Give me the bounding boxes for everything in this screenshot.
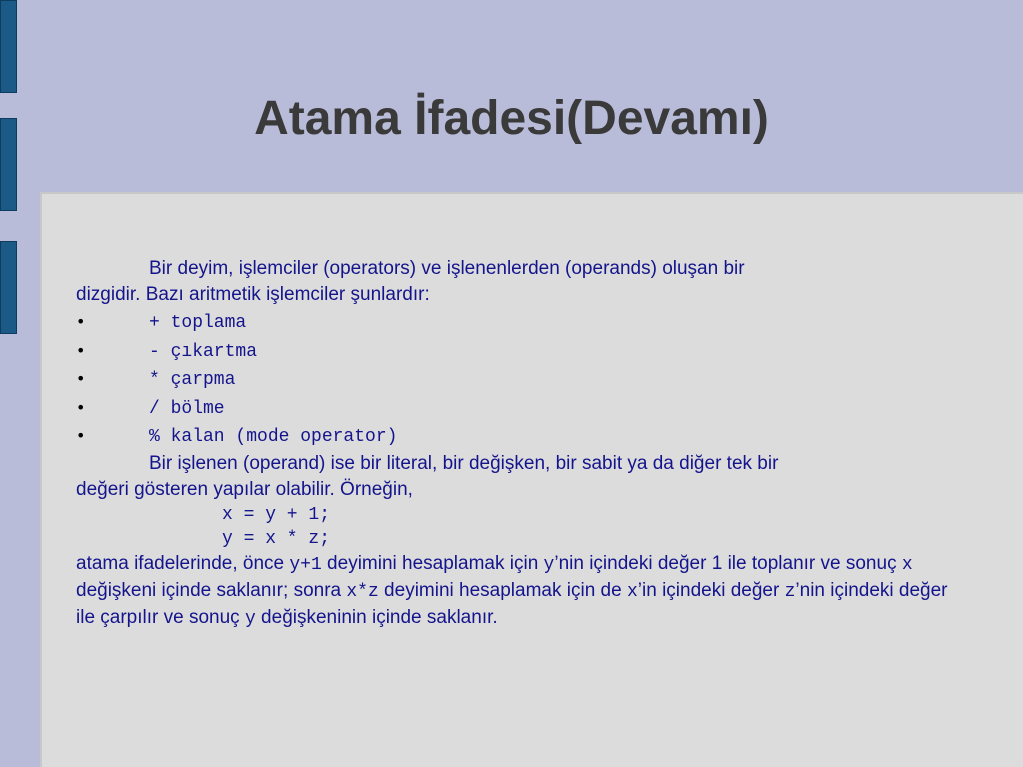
inline-code: z <box>784 581 796 602</box>
code-example <box>76 503 956 551</box>
inline-code: x <box>626 581 638 602</box>
inline-code: y <box>543 554 555 575</box>
list-item <box>76 365 956 394</box>
explanation-text: ’nin içindeki değer 1 ile toplanır ve sonuç <box>554 552 902 574</box>
intro-line-2: dizgidir. Bazı aritmetik işlemciler şunlardır: <box>76 284 430 305</box>
list-item <box>76 394 956 423</box>
explanation-text: ’nin içindeki değer ile çarpılır ve sonuç <box>76 579 948 628</box>
bullet-icon: • <box>76 426 86 445</box>
code-line-2: y = x * z; <box>222 528 331 549</box>
bullet-icon: • <box>76 369 86 388</box>
bullet-icon: • <box>76 312 86 331</box>
list-item <box>76 308 956 337</box>
operand-line-1: Bir işlenen (operand) ise bir literal, bir değişken, bir sabit ya da diğer tek bir <box>149 452 779 474</box>
explanation-text: deyimini hesaplamak için de <box>378 579 627 601</box>
operator-item-division: / bölme <box>149 398 225 419</box>
accent-bar-bottom <box>0 241 17 334</box>
inline-code: x <box>901 554 913 575</box>
list-item <box>76 337 956 366</box>
bullet-icon: • <box>76 340 86 360</box>
explanation-paragraph <box>76 551 956 632</box>
slide-title: Atama İfadesi(Devamı) <box>254 92 769 145</box>
explanation-text: atama ifadelerinde, önce <box>76 552 290 574</box>
intro-line-1: Bir deyim, işlemciler (operators) ve işlenenlerden (operands) oluşan bir <box>149 258 745 279</box>
explanation-text: değişkeni içinde saklanır; sonra <box>76 579 347 601</box>
operator-item-multiplication: * çarpma <box>149 370 236 390</box>
bullet-icon: • <box>76 397 86 417</box>
inline-code: x*z <box>346 581 379 602</box>
inline-code: y+1 <box>289 554 322 575</box>
operator-item-modulo: % kalan (mode operator) <box>149 427 398 447</box>
operator-list <box>76 308 956 451</box>
inline-code: y <box>244 608 256 629</box>
list-item <box>76 422 956 451</box>
explanation-text: değişkeninin içinde saklanır. <box>255 606 498 628</box>
accent-bar-top <box>0 0 17 93</box>
operator-item-addition: + toplama <box>149 313 247 333</box>
slide-content <box>76 256 956 632</box>
code-line-1: x = y + 1; <box>222 504 331 525</box>
explanation-text: deyimini hesaplamak için <box>321 552 544 574</box>
explanation-text: ’in içindeki değer <box>637 579 785 601</box>
operand-line-2: değeri gösteren yapılar olabilir. Örneğin, <box>76 478 413 500</box>
operator-item-subtraction: - çıkartma <box>149 341 258 362</box>
